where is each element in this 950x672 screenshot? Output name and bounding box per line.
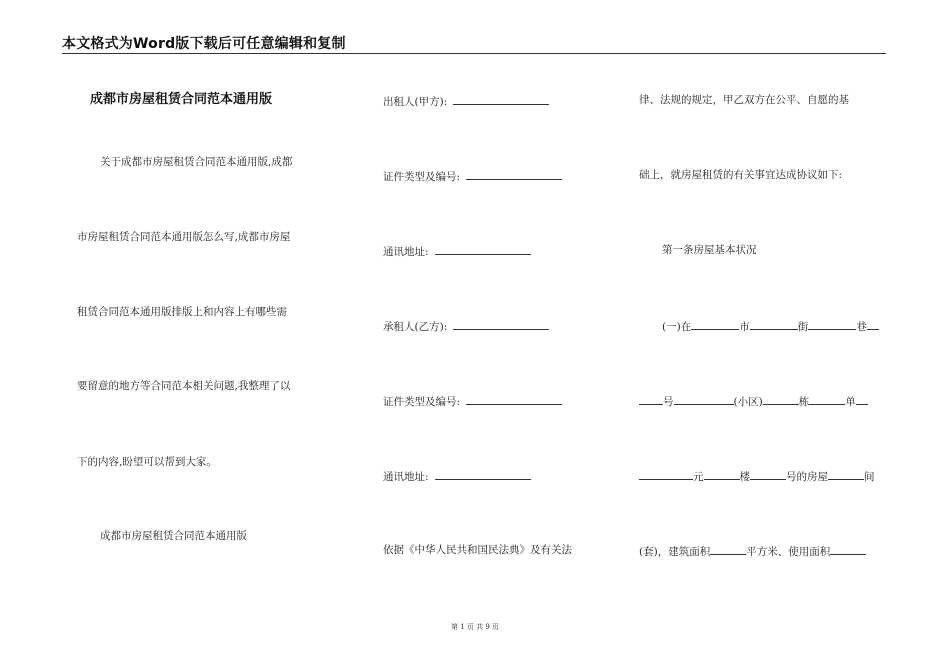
text-segment: 号的房屋 — [786, 471, 828, 483]
body-line: 律、法规的规定，甲乙双方在公平、自愿的基 — [639, 94, 849, 106]
lessor-label: 出租人(甲方): — [383, 96, 448, 108]
legal-basis-line: 依据《中华人民共和国民法典》及有关法 — [383, 544, 572, 556]
building-blank — [763, 393, 799, 405]
number-blank — [639, 393, 663, 405]
text-segment: 间 — [864, 471, 875, 483]
intro-line: 市房屋租赁合同范本通用版怎么写,成都市房屋 — [77, 231, 291, 243]
lessee-id-field — [383, 393, 562, 409]
lessor-address-blank — [435, 243, 531, 255]
page-number: 第 1 页 共 9 页 — [450, 623, 500, 631]
lessor-blank — [453, 93, 549, 105]
intro-line: 下的内容,盼望可以帮到大家。 — [77, 456, 217, 468]
lessor-field — [383, 93, 549, 109]
text-segment: 楼 — [739, 471, 750, 483]
trailing-blank — [867, 318, 879, 330]
intro-line: 要留意的地方等合同范本相关问题,我整理了以 — [77, 380, 291, 392]
lessor-address-field — [383, 243, 531, 259]
text-segment: 街 — [797, 321, 809, 333]
text-segment: 栋 — [798, 396, 810, 408]
address-line-street — [662, 318, 879, 334]
lessor-id-blank — [466, 168, 562, 180]
lessee-label: 承租人(乙方): — [383, 321, 448, 333]
unit-number-blank — [639, 468, 693, 480]
lessor-address-label: 通讯地址: — [383, 246, 429, 258]
community-blank — [674, 393, 734, 405]
street-blank — [750, 318, 798, 330]
room-number-blank — [750, 468, 786, 480]
document-header-title: 本文格式为Word版下载后可任意编辑和复制 — [62, 36, 346, 52]
article-heading: 第一条房屋基本状况 — [662, 244, 757, 256]
address-line-building — [639, 393, 868, 409]
lessee-address-blank — [435, 468, 531, 480]
body-line: 础上，就房屋租赁的有关事宜达成协议如下: — [639, 169, 843, 181]
trailing-blank — [856, 393, 868, 405]
text-segment: (一)在 — [662, 321, 692, 333]
text-segment: 巷 — [856, 321, 867, 333]
text-segment: (小区) — [733, 396, 763, 408]
area-line — [639, 543, 866, 559]
lessor-id-label: 证件类型及编号: — [383, 171, 461, 183]
usable-area-blank — [830, 543, 866, 555]
text-segment: (套)，建筑面积 — [639, 546, 711, 558]
intro-line: 租赁合同范本通用版排版上和内容上有哪些需 — [77, 306, 287, 318]
contract-title: 成都市房屋租赁合同范本通用版 — [90, 92, 273, 107]
text-segment: 市 — [739, 321, 750, 333]
lessee-field — [383, 318, 549, 334]
header-divider — [62, 53, 886, 54]
unit-blank — [809, 393, 845, 405]
lessee-blank — [453, 318, 549, 330]
building-area-blank — [710, 543, 746, 555]
lessee-address-field — [383, 468, 531, 484]
floor-blank — [704, 468, 740, 480]
text-segment: 号 — [663, 396, 674, 408]
lessor-id-field — [383, 168, 562, 184]
rooms-blank — [828, 468, 864, 480]
address-line-room — [639, 468, 875, 484]
text-segment: 单 — [845, 396, 856, 408]
lessee-address-label: 通讯地址: — [383, 471, 429, 483]
section-heading: 成都市房屋租赁合同范本通用版 — [100, 530, 247, 542]
lessee-id-label: 证件类型及编号: — [383, 396, 461, 408]
lessee-id-blank — [466, 393, 562, 405]
city-blank — [691, 318, 739, 330]
text-segment: 平方米、使用面积 — [746, 546, 831, 558]
lane-blank — [808, 318, 856, 330]
text-segment: 元 — [693, 471, 704, 483]
intro-line: 关于成都市房屋租赁合同范本通用版,成都 — [100, 156, 293, 168]
